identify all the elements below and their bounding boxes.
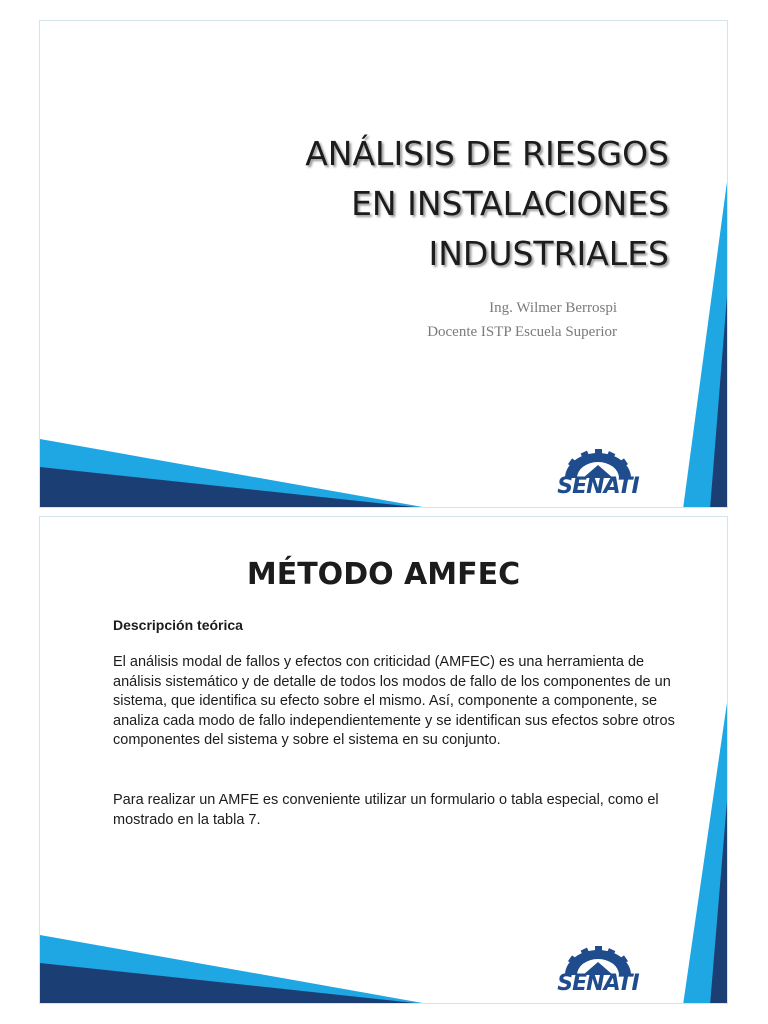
title-line: EN INSTALACIONES — [351, 184, 669, 223]
author-role: Docente ISTP Escuela Superior — [427, 324, 617, 340]
author-name: Ing. Wilmer Berrospi — [489, 300, 617, 316]
logo-text: SENATI — [557, 971, 639, 996]
logo-text: SENATI — [557, 474, 639, 499]
title-line: ANÁLISIS DE RIESGOS — [305, 134, 669, 173]
senati-logo — [543, 945, 653, 1001]
presentation-title — [305, 129, 669, 279]
body-paragraph: Para realizar un AMFE es conveniente utilizar un formulario o tabla especial, como el mostrado en la tabla 7. — [113, 792, 659, 828]
slide-title: MÉTODO AMFEC — [246, 557, 521, 592]
author-block — [427, 296, 617, 344]
content-slide — [39, 516, 728, 1004]
body-paragraph: El análisis modal de fallos y efectos con criticidad (AMFEC) es una herramienta de análisis sistemático y de detalle de todos los modos de fallo de los componentes de un sistema, que identifica su efecto sobre el mismo. Así, componente a componente, se analiza cada modo de fallo independientemente y se identifican sus efectos sobre otros componentes del sistema y sobre el sistema en su conjunto. — [113, 654, 675, 748]
title-slide — [39, 20, 728, 508]
section-heading: Descripción teórica — [113, 617, 243, 633]
title-line: INDUSTRIALES — [428, 234, 669, 273]
senati-logo — [543, 448, 653, 504]
